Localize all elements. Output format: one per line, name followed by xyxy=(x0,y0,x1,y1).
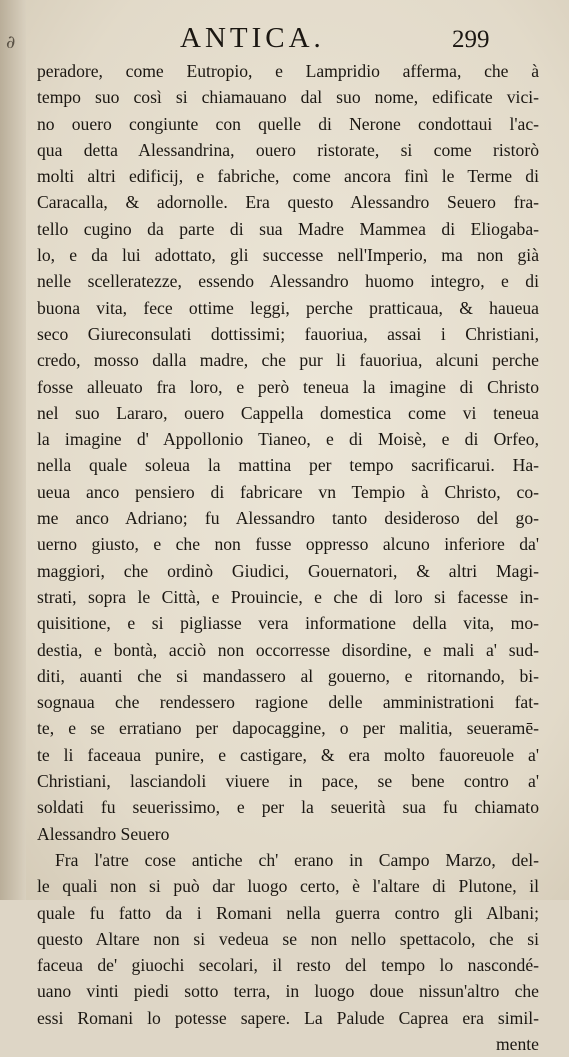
text-line: buona vita, fece ottime leggi, perche pratticaua, & haueua xyxy=(37,297,539,318)
text-line: faceua de' giuochi secolari, il resto del tempo lo nascondé- xyxy=(37,955,539,976)
margin-mark: ∂ xyxy=(6,32,16,53)
text-line: nella quale soleua la mattina per tempo sacrificarui. Ha- xyxy=(37,455,539,476)
text-line: uerno giusto, e che non fusse oppresso alcuno inferiore da' xyxy=(37,534,539,555)
text-line: fosse alleuato fra loro, e però teneua la imagine di Christo xyxy=(37,376,539,397)
text-line: te, e se erratiano per dapocaggine, o per malitia, seueramē- xyxy=(37,718,539,739)
text-line: nelle scelleratezze, essendo Alessandro huomo integro, e di xyxy=(37,271,539,292)
text-line: Caracalla, & adornolle. Era questo Alessandro Seuero fra- xyxy=(37,192,539,213)
catchword: mente xyxy=(496,1033,539,1054)
text-line: seco Giureconsulati dottissimi; fauoriua, assai i Christiani, xyxy=(37,323,539,344)
text-line: quisitione, e si pigliasse vera informatione della vita, mo- xyxy=(37,613,539,634)
text-line: sognaua che rendessero ragione delle amministrationi fat- xyxy=(37,692,539,713)
text-line: Christiani, lasciandoli viuere in pace, se bene contro a' xyxy=(37,771,539,792)
text-line: soldati fu seuerissimo, e per la seuerità sua fu chiamato xyxy=(37,797,539,818)
page-number: 299 xyxy=(452,26,490,53)
text-line: questo Altare non si vedeua se non nello spettacolo, che si xyxy=(37,928,539,949)
text-line: me anco Adriano; fu Alessandro tanto desideroso del go- xyxy=(37,508,539,529)
text-line: uano vinti piedi sotto terra, in luogo doue nissun'altro che xyxy=(37,981,539,1002)
text-line: diti, auanti che si mandassero al gouerno, e ritornando, bi- xyxy=(37,665,539,686)
paragraph-start-line: Fra l'atre cose antiche ch' erano in Campo Marzo, del- xyxy=(55,849,539,870)
text-line: tello cugino da parte di sua Madre Mammea di Eliogaba- xyxy=(37,218,539,239)
running-head: ANTICA. xyxy=(180,22,325,54)
text-line: te li faceaua punire, e castigare, & era molto fauoreuole a' xyxy=(37,744,539,765)
text-line: molti altri edificij, e fabriche, come ancora finì le Terme di xyxy=(37,166,539,187)
text-line: quale fu fatto da i Romani nella guerra contro gli Albani; xyxy=(37,902,539,923)
binding-gutter xyxy=(0,0,26,900)
body-text xyxy=(37,58,539,1057)
text-line: destia, e bontà, acciò non occorresse disordine, e mali a' sud- xyxy=(37,639,539,660)
text-line: essi Romani lo potesse sapere. La Palude Caprea era simil- xyxy=(37,1007,539,1028)
paragraph-end-line: Alessandro Seuero xyxy=(37,823,170,844)
text-line: ueua anco pensiero di fabricare vn Tempio à Christo, co- xyxy=(37,481,539,502)
text-line: maggiori, che ordinò Giudici, Gouernatori, & altri Magi- xyxy=(37,560,539,581)
text-line: no ouero congiunte con quelle di Nerone condottaui l'ac- xyxy=(37,113,539,134)
text-line: qua detta Alessandrina, ouero ristorate, si come ristorò xyxy=(37,139,539,160)
text-line: lo, e da lui adottato, gli successe nell'Imperio, ma non già xyxy=(37,245,539,266)
text-line: strati, sopra le Città, e Prouincie, e che di loro si facesse in- xyxy=(37,586,539,607)
text-line: le quali non si può dar luogo certo, è l'altare di Plutone, il xyxy=(37,876,539,897)
text-line: credo, mosso dalla madre, che pur li fauoriua, alcuni perche xyxy=(37,350,539,371)
text-line: la imagine d' Appollonio Tianeo, e di Moisè, e di Orfeo, xyxy=(37,429,539,450)
text-line: nel suo Lararo, ouero Cappella domestica come vi teneua xyxy=(37,402,539,423)
text-line: tempo suo così si chiamauano dal suo nome, edificate vici- xyxy=(37,87,539,108)
text-line: peradore, come Eutropio, e Lampridio afferma, che à xyxy=(37,61,539,81)
